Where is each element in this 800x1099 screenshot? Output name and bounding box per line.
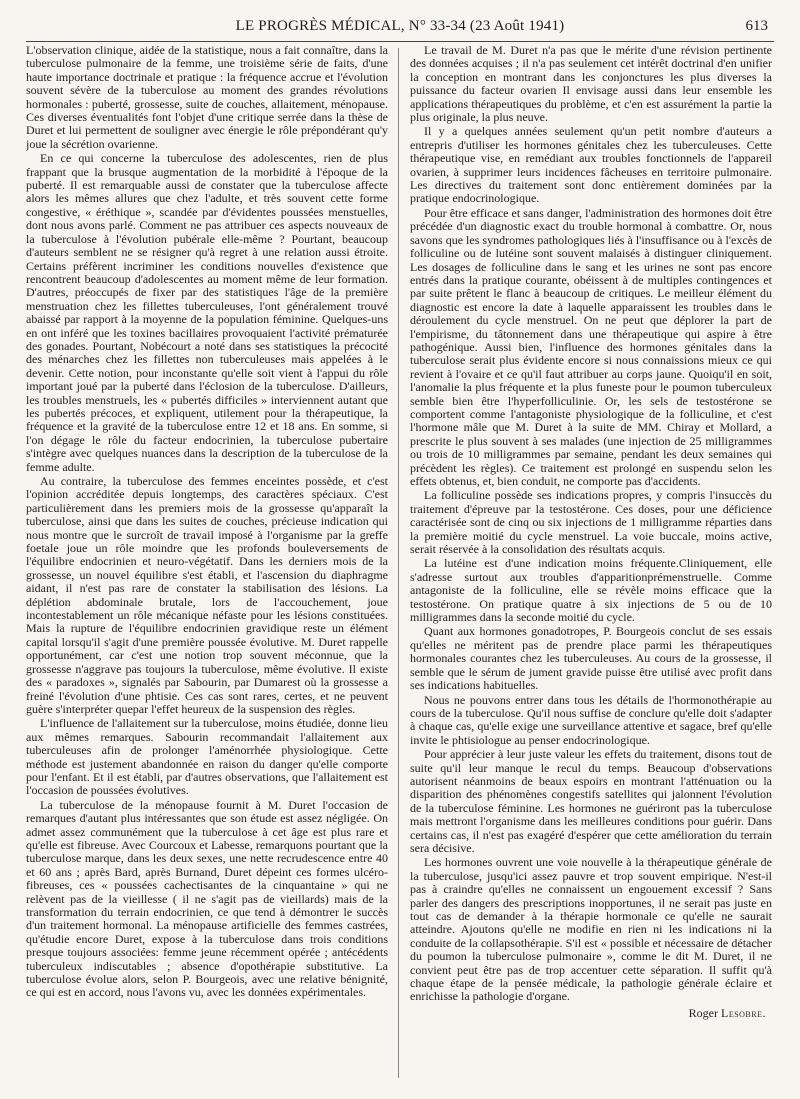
paragraph: La folliculine possède ses indications propres, y compris l'insuccès du traitement d'épreuve par la testostérone. Ces doses, pour une déficience caractérisée sont de cinq ou six injections de 1 milligramme réparties dans la première moitié du cycle menstruel. La voie buccale, moins active, serait réservée à la consolidation des résultats acquis. xyxy=(410,488,772,557)
paragraph: Au contraire, la tuberculose des femmes enceintes possède, et c'est l'opinion accréditée depuis longtemps, des caractères spéciaux. C'est particulièrement dans les premiers mois de la grossesse qu'apparaît la tuberculose, ainsi que dans les suites de couches, précieuse indication qui nous montre que le surcroît de travail imposé à l'organisme par la greffe foetale joue un rôle moindre que les profonds bouleversements de l'équilibre endocrinien et neuro-végétatif. Dans les derniers mois de la grossesse, un nouvel équilibre s'est établi, et l'ascension du diaphragme aidant, il n'est pas rare de constater la stabilisation des lésions. La déplétion abdominale brutale, lors de l'accouchement, joue incontestablement un rôle mécanique néfaste pour les lésions constituées. Mais la rupture de l'équilibre endocrinien gravidique reste un élément capital lorsqu'il s'agit d'une première poussée évolutive. M. Duret rappelle opportunément, car c'est une notion trop souvent méconnue, que la grossesse n'aggrave pas toujours la tuberculose, même évolutive. Il existe des « paradoxes », signalés par Sabourin, par Dumarest où la grossesse a freiné l'évolution d'une phtisie. Ces cas sont rares, certes, et ne peuvent guère s'interpréter quepar l'effet heureux de la suspension des règles. xyxy=(26,474,388,716)
author-first-name: Roger xyxy=(688,1005,718,1020)
paragraph: Pour être efficace et sans danger, l'administration des hormones doit être précédée d'un diagnostic exact du trouble hormonal à combattre. Or, nous savons que les syndromes pathologiques liés à l'insuffisance ou à l'excès de folliculine ou de lutéine sont souvent malaisés à distinguer cliniquement. Les dosages de folliculine dans le sang et les urines ne sont pas encore entrés dans la pratique courante, obéissent à de multiples contingences et par suite prêtent le flanc à beaucoup de critiques. Le meilleur élément du diagnostic est encore la date à laquelle apparaissent les troubles dans le déroulement du cycle menstruel. On ne peut que déplorer la part de l'empirisme, du tâtonnement dans une thérapeutique qui aspire à être pathogénique. Aussi bien, l'influence des hormones génitales dans la tuberculose serait plus évidente encore si nous connaissions mieux ce qui revient à l'ovaire et ce qu'il faut attribuer au corps jaune. Quoiqu'il en soit, l'anomalie la plus fréquente et la plus funeste pour le poumon tuberculeux semble bien être l'hyperfolliculinie. Or, les sels de testostérone se comportent comme l'antagoniste physiologique de la folliculine, et c'est l'hormone mâle que M. Duret à la suite de MM. Chiray et Mollard, a prescrite le plus souvent à ses malades (une injection de 25 milligrammes ou trois de 10 milligrammes par semaine, pendant les deux semaines qui précèdent les règles). Ce traitement est prolongé en suspendu selon les effets obtenus, et, bien conduit, ne comporte pas d'accidents. xyxy=(410,205,772,488)
author-last-name: Lesobre. xyxy=(720,1005,766,1020)
paragraph: Nous ne pouvons entrer dans tous les détails de l'hormonothérapie au cours de la tuberculose. Qu'il nous suffise de conclure qu'elle doit s'adapter à chaque cas, qu'elle exige une surveillance attentive et sagace, bref qu'elle invite le phtisiologue au penser endocrinologique. xyxy=(410,692,772,747)
paragraph: Pour apprécier à leur juste valeur les effets du traitement, disons tout de suite qu'il leur manque le recul du temps. Beaucoup d'observations autorisent néanmoins de beaux espoirs en montrant l'atténuation ou la disparition des phénomènes congestifs satellites qui jalonnent l'évolution de la tuberculose féminine. Les hormones ne guériront pas la tuberculose mais mettront l'organisme dans les meilleures conditions pour guérir. Dans certains cas, il n'est pas exagéré d'espérer que cette amélioration du terrain sera décisive. xyxy=(410,747,772,855)
left-column xyxy=(26,44,388,1084)
paragraph: L'influence de l'allaitement sur la tuberculose, moins étudiée, donne lieu aux mêmes remarques. Sabourin recommandait l'allaitement aux tuberculeuses afin de prolonger l'aménorrhée physiologique. Cette méthode est justement abandonnée en raison du danger qu'elle comporte pour l'enfant. Et il est établi, par d'autres observations, que l'allaitement est l'occasion de poussées évolutives. xyxy=(26,716,388,798)
paragraph: Le travail de M. Duret n'a pas que le mérite d'une révision pertinente des données acquises ; il n'a pas seulement cet intérêt doctrinal d'en unifier la conception en montrant dans les conjonctures les plus diverses la puissance du facteur ovarien Il envisage aussi dans leur ensemble les applications thérapeutiques du problème, et c'en est assurément la partie la plus originale, la plus neuve. xyxy=(410,44,772,125)
author-signature xyxy=(410,1007,772,1020)
paragraph: L'observation clinique, aidée de la statistique, nous a fait connaître, dans la tuberculose pulmonaire de la femme, une troisième série de faits, d'une haute importance doctrinale et pratique : la fréquence accrue et l'évolution souvent sévère de la tuberculose au moment des grandes révolutions hormonales : puberté, grossesse, suite de couches, allaitement, ménopause. Ces diverses éventualités font l'objet d'une critique serrée dans la thèse de Duret et lui permettent de souligner avec énergie le rôle prépondérant qu'y joue la sécrétion ovarienne. xyxy=(26,44,388,151)
paragraph: La lutéine est d'une indication moins fréquente.Cliniquement, elle s'adresse surtout aux troubles d'apparitionprémenstruelle. Comme antagoniste de la folliculine, elle se révèle moins efficace que la testostérone. On pratique quatre à six injections de 5 ou de 10 milligrammes dans la seconde moitié du cycle. xyxy=(410,556,772,625)
right-column xyxy=(410,44,772,1084)
paragraph: Il y a quelques années seulement qu'un petit nombre d'auteurs a entrepris d'utiliser les hormones génitales chez les tuberculeuses. Cette thérapeutique vise, en remédiant aux troubles fonctionnels de l'appareil ovarien, à supprimer leurs incidences fâcheuses en territoire pulmonaire. Les directives du traitement sont donc entièrement dominées par la pratique endocrinologique. xyxy=(410,124,772,206)
paragraph: En ce qui concerne la tuberculose des adolescentes, rien de plus frappant que la brusque augmentation de la morbidité à l'époque de la puberté. Il est remarquable aussi de constater que la tuberculose affecte alors les mêmes allures que chez l'adulte, et très souvent cette forme congestive, « éréthique », scandée par d'évidentes poussées menstuelles, dont nous avons parlé. Comment ne pas attribuer ces aspects nouveaux de la tuberculose à l'évolution pubérale elle-même ? Pourtant, beaucoup d'auteurs semblent ne se résigner qu'à regret à une relation aussi étroite. Certains préfèrent incriminer les conditions nouvelles d'existence que rencontrent beaucoup d'adolescentes au moment même de leur formation. D'autres, préoccupés de fixer par des statistiques l'âge de la première menstruation chez les fillettes tuberculeuses, l'ont généralement trouvé abaissé par rapport à la moyenne de la population féminine. Quelques-uns en ont inféré que les toxines bacillaires provoquaient l'activité prématurée des gonades. Pourtant, Nobécourt a noté dans ses statistiques la précocité des ménarches chez les fillettes non tuberculeuses mais appelées à le devenir. Cette notion, pour inconstante qu'elle soit vient à l'appui du rôle important joué par la puberté dans l'éclosion de la tuberculose. D'ailleurs, les troubles menstruels, les « pubertés difficiles » interviennent autant que les pubertés précoces, et expliquent, utilement pour la thérapeutique, la fréquence et la gravité de la tuberculose entre 12 et 18 ans. En somme, si l'on dégage le rôle du facteur endocrinien, la tuberculose pubertaire s'intègre avec quelques nuances dans la description de la tuberculose de la femme adulte. xyxy=(26,151,388,474)
running-header xyxy=(26,12,774,42)
column-divider xyxy=(398,48,399,1078)
paragraph: Quant aux hormones gonadotropes, P. Bourgeois conclut de ses essais qu'elles ne méritent pas de prendre place parmi les thérapeutiques hormonales courantes chez les tuberculeuses. Au cours de la grossesse, il semble que le sérum de jument gravide puisse être utilisé avec profit dans ses indications habituelles. xyxy=(410,624,772,693)
page-number: 613 xyxy=(745,18,768,34)
journal-title: LE PROGRÈS MÉDICAL, N° 33-34 (23 Août 1941) xyxy=(235,18,565,34)
paragraph: La tuberculose de la ménopause fournit à M. Duret l'occasion de remarques d'autant plus intéressantes que son étude est assez négligée. On admet assez communément que la tuberculose à cet âge est plus rare et qu'elle est fibreuse. Avec Courcoux et Labesse, remarquons pourtant que la tuberculose marque, dans les deux sexes, une nette recrudescence entre 40 et 60 ans ; après Bard, après Burnand, Duret dépeint ces formes ulcéro-fibreuses, ces « poussées cachectisantes de la cinquantaine » qui ne relèvent pas de la vieillesse ( il ne s'agit pas de vieillards) mais de la transformation du terrain endocrinien, ce que tend à démontrer le succès d'un traitement hormonal. La ménopause artificielle des femmes castrées, qu'étudie encore Duret, expose à la tuberculose dans trois conditions presque toujours associées: femme jeune récemment opérée ; antécédents tuberculeux indiscutables ; absence d'opothérapie substitutive. La tuberculose évolue alors, selon P. Bourgeois, avec une relative bénignité, ce qui est en accord, nous l'avons vu, avec les données expérimentales. xyxy=(26,797,388,1000)
paragraph: Les hormones ouvrent une voie nouvelle à la thérapeutique générale de la tuberculose, jusqu'ici assez pauvre et trop souvent empirique. N'est-il pas à craindre qu'elles ne connaissent un engouement excessif ? Sans parler des dangers des prescriptions inopportunes, il ne serait pas juste en tout cas de demander à la thérapie hormonale ce qu'elle ne saurait atteindre. Ajoutons qu'elle ne modifie en rien ni les indications ni la conduite de la collapsothérapie. S'il est « possible et nécessaire de détacher du poumon la tuberculose pulmonaire », comme le dit M. Duret, il ne convient peut être pas de trop accentuer cette séparation. Il suffit qu'à chaque étape de la pensée médicale, la pathologie générale éclaire et enrichisse la pathologie d'organe. xyxy=(410,855,772,1004)
